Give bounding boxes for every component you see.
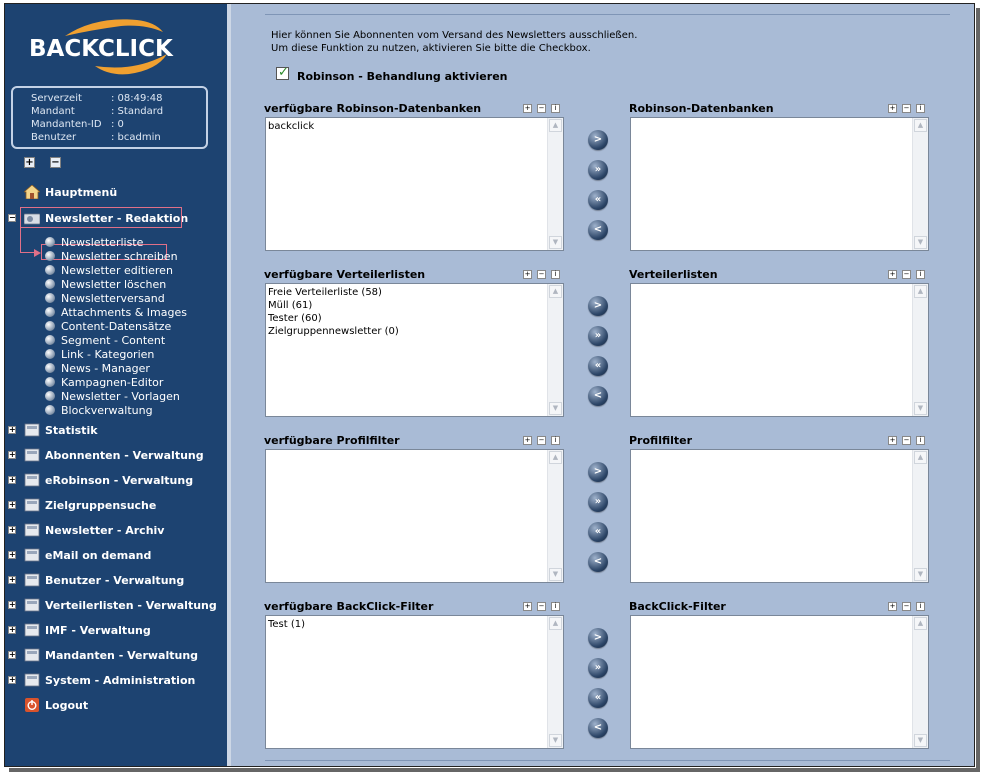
nav-label: Logout (45, 698, 89, 712)
info-label: Mandanten-ID (31, 119, 102, 130)
info-value: : Standard (111, 106, 164, 117)
listbox-robinson[interactable] (630, 117, 929, 251)
scrollbar[interactable] (547, 616, 563, 748)
add-all-button[interactable]: » (588, 658, 608, 678)
scrollbar[interactable] (547, 284, 563, 416)
folder-icon (24, 548, 40, 562)
folder-icon (24, 423, 40, 437)
sub-news-manager[interactable] (45, 361, 150, 375)
app-window (4, 3, 975, 767)
scrollbar[interactable] (547, 118, 563, 250)
nav-label: Newsletter - Archiv (45, 523, 165, 537)
scroll-up-icon[interactable]: ▲ (549, 119, 562, 132)
scroll-down-icon[interactable]: ▼ (914, 734, 927, 747)
info-value: : bcadmin (111, 132, 161, 143)
listbox-available-profilfilter[interactable] (265, 449, 564, 583)
intro-line: Hier können Sie Abonnenten vom Versand des Newsletters ausschließen. (271, 30, 638, 41)
section-controls (523, 602, 560, 611)
power-icon (24, 698, 40, 712)
robinson-checkbox-label: Robinson - Behandlung aktivieren (297, 70, 508, 83)
nav-zielgruppensuche[interactable] (5, 495, 227, 515)
minus-icon[interactable]: − (903, 602, 910, 610)
section-controls (888, 104, 925, 113)
robinson-checkbox[interactable] (276, 67, 289, 80)
folder-icon (24, 648, 40, 662)
scrollbar[interactable] (547, 450, 563, 582)
scroll-down-icon[interactable]: ▼ (549, 236, 562, 249)
sub-segment-content[interactable] (45, 333, 165, 347)
minus-icon[interactable]: − (903, 104, 910, 112)
nav-label: Statistik (45, 423, 98, 437)
info-value: : 0 (111, 119, 124, 130)
bullet-icon (45, 293, 55, 303)
info-label: Mandant (31, 106, 75, 117)
info-icon[interactable]: i (551, 104, 560, 113)
minus-icon[interactable]: − (903, 436, 910, 444)
scroll-down-icon[interactable]: ▼ (914, 568, 927, 581)
bullet-icon (45, 335, 55, 345)
expand-all-button[interactable]: + (25, 157, 34, 168)
add-all-button[interactable]: » (588, 160, 608, 180)
remove-button[interactable]: < (588, 718, 608, 738)
info-row-mandant (31, 105, 206, 118)
bullet-icon (45, 363, 55, 373)
nav-verteilerlisten-verwaltung[interactable] (5, 595, 227, 615)
session-info-box (11, 86, 208, 149)
nav-mandanten-verwaltung[interactable] (5, 645, 227, 665)
bullet-icon (45, 237, 55, 247)
scroll-up-icon[interactable]: ▲ (549, 285, 562, 298)
plus-icon[interactable]: + (524, 602, 531, 610)
listbox-available-verteilerlisten[interactable] (265, 283, 564, 417)
sub-label: Newsletter löschen (61, 277, 167, 291)
remove-button[interactable]: < (588, 386, 608, 406)
sub-label: Newsletter editieren (61, 263, 173, 277)
section-controls (888, 602, 925, 611)
sub-link-kategorien[interactable] (45, 347, 154, 361)
bullet-icon (45, 251, 55, 261)
section-controls (888, 270, 925, 279)
remove-button[interactable]: < (588, 552, 608, 572)
nav-hauptmenu[interactable] (5, 182, 227, 202)
bullet-icon (45, 349, 55, 359)
bullet-icon (45, 377, 55, 387)
section-title-available-backclick-filter: verfügbare BackClick-Filter (264, 600, 434, 613)
scroll-up-icon[interactable]: ▲ (914, 285, 927, 298)
folder-icon (24, 523, 40, 537)
intro-text (271, 29, 637, 55)
add-button[interactable]: > (588, 628, 608, 648)
scrollbar[interactable] (912, 616, 928, 748)
section-title-profilfilter: Profilfilter (629, 434, 693, 447)
list-item[interactable]: Test (1) (268, 619, 306, 630)
nav-system-administration[interactable] (5, 670, 227, 690)
info-label: Benutzer (31, 132, 77, 143)
sub-newsletterversand[interactable] (45, 291, 165, 305)
minus-icon[interactable]: − (538, 270, 545, 278)
folder-icon (24, 623, 40, 637)
nav-email-on-demand[interactable] (5, 545, 227, 565)
section-title-available-verteilerlisten: verfügbare Verteilerlisten (264, 268, 426, 281)
folder-icon (24, 498, 40, 512)
info-icon[interactable]: i (916, 270, 925, 279)
listbox-available-backclick-filter[interactable] (265, 615, 564, 749)
sub-blockverwaltung[interactable] (45, 403, 153, 417)
nav-label: IMF - Verwaltung (45, 623, 151, 637)
sub-label: Content-Datensätze (61, 319, 172, 333)
scroll-up-icon[interactable]: ▲ (914, 119, 927, 132)
nav-label: System - Administration (45, 673, 196, 687)
folder-icon (24, 448, 40, 462)
info-icon[interactable]: i (916, 602, 925, 611)
info-label: Serverzeit (31, 93, 82, 104)
collapse-toggle[interactable]: − (9, 213, 16, 222)
sub-label: Segment - Content (61, 333, 166, 347)
scroll-up-icon[interactable]: ▲ (914, 451, 927, 464)
nav-label: Hauptmenü (45, 185, 118, 199)
scroll-down-icon[interactable]: ▼ (914, 402, 927, 415)
scrollbar[interactable] (912, 450, 928, 582)
bullet-icon (45, 265, 55, 275)
expand-toggle[interactable]: + (9, 525, 16, 534)
section-title-available-robinson: verfügbare Robinson-Datenbanken (264, 102, 482, 115)
sub-label: Newsletter - Vorlagen (61, 389, 180, 403)
plus-icon[interactable]: + (524, 104, 531, 112)
nav-label: Benutzer - Verwaltung (45, 573, 185, 587)
info-icon[interactable]: i (916, 104, 925, 113)
remove-all-button[interactable]: « (588, 522, 608, 542)
plus-icon[interactable]: + (524, 436, 531, 444)
divider-line (265, 14, 950, 15)
listbox-verteilerlisten[interactable] (630, 283, 929, 417)
info-row-serverzeit (31, 92, 206, 105)
expand-toggle[interactable]: + (9, 550, 16, 559)
minus-icon[interactable]: − (538, 104, 545, 112)
sub-attachments-images[interactable] (45, 305, 187, 319)
nav-label: Abonnenten - Verwaltung (45, 448, 204, 462)
checkmark-icon: ✓ (278, 65, 289, 80)
plus-icon[interactable]: + (889, 104, 896, 112)
section-title-robinson: Robinson-Datenbanken (629, 102, 774, 115)
info-icon[interactable]: i (551, 270, 560, 279)
remove-all-button[interactable]: « (588, 356, 608, 376)
home-icon (24, 185, 40, 199)
nav-logout[interactable] (5, 695, 227, 715)
nav-erobinson-verwaltung[interactable] (5, 470, 227, 490)
minus-icon[interactable]: − (903, 270, 910, 278)
bullet-icon (45, 391, 55, 401)
scroll-down-icon[interactable]: ▼ (549, 402, 562, 415)
add-all-button[interactable]: » (588, 326, 608, 346)
list-item[interactable]: backclick (268, 121, 315, 132)
section-title-backclick-filter: BackClick-Filter (629, 600, 726, 613)
section-title-available-profilfilter: verfügbare Profilfilter (264, 434, 400, 447)
section-controls (523, 436, 560, 445)
remove-button[interactable]: < (588, 220, 608, 240)
expand-toggle[interactable]: + (9, 600, 16, 609)
section-controls (888, 436, 925, 445)
sub-label: Newsletterliste (61, 235, 144, 249)
expand-toggle[interactable]: + (9, 500, 16, 509)
nav-label: Verteilerlisten - Verwaltung (45, 598, 217, 612)
remove-all-button[interactable]: « (588, 688, 608, 708)
scroll-down-icon[interactable]: ▼ (549, 568, 562, 581)
sub-label: Kampagnen-Editor (61, 375, 164, 389)
remove-all-button[interactable]: « (588, 190, 608, 210)
list-item[interactable]: Zielgruppennewsletter (0) (268, 326, 399, 337)
nav-newsletter-archiv[interactable] (5, 520, 227, 540)
plus-icon[interactable]: + (889, 270, 896, 278)
scrollbar[interactable] (912, 118, 928, 250)
logo-text: BACKCLICK (29, 36, 173, 62)
nav-label: Mandanten - Verwaltung (45, 648, 199, 662)
sub-kampagnen-editor[interactable] (45, 375, 163, 389)
nav-label: eMail on demand (45, 548, 152, 562)
bullet-icon (45, 321, 55, 331)
add-button[interactable]: > (588, 130, 608, 150)
nav-statistik[interactable] (5, 420, 227, 440)
highlight-frame (20, 207, 182, 228)
listbox-profilfilter[interactable] (630, 449, 929, 583)
minus-icon[interactable]: − (538, 436, 545, 444)
add-button[interactable]: > (588, 296, 608, 316)
backclick-logo (25, 14, 185, 76)
scrollbar[interactable] (912, 284, 928, 416)
bullet-icon (45, 279, 55, 289)
minus-icon[interactable]: − (538, 602, 545, 610)
add-button[interactable]: > (588, 462, 608, 482)
expand-toggle[interactable]: + (9, 650, 16, 659)
sub-label: Link - Kategorien (61, 347, 155, 361)
intro-line: Um diese Funktion zu nutzen, aktivieren Sie bitte die Checkbox. (271, 43, 591, 54)
scroll-down-icon[interactable]: ▼ (914, 236, 927, 249)
info-icon[interactable]: i (551, 436, 560, 445)
nav-label: Zielgruppensuche (45, 498, 157, 512)
expand-toggle[interactable]: + (9, 425, 16, 434)
section-controls (523, 270, 560, 279)
plus-icon[interactable]: + (889, 602, 896, 610)
add-all-button[interactable]: » (588, 492, 608, 512)
sub-newsletter-editieren[interactable] (45, 263, 173, 277)
info-value: : 08:49:48 (111, 93, 163, 104)
connector-arrow-icon (34, 249, 41, 257)
plus-icon[interactable]: + (524, 270, 531, 278)
folder-icon (24, 573, 40, 587)
scroll-up-icon[interactable]: ▲ (914, 617, 927, 630)
info-row-mandanten-id (31, 118, 206, 131)
sidebar (5, 4, 227, 767)
bullet-icon (45, 307, 55, 317)
expand-toggle[interactable]: + (9, 450, 16, 459)
scroll-up-icon[interactable]: ▲ (549, 451, 562, 464)
sub-content-datensaetze[interactable] (45, 319, 171, 333)
sub-label: Newsletter schreiben (61, 249, 178, 263)
sub-label: Attachments & Images (61, 305, 187, 319)
divider-line (265, 760, 950, 761)
sub-newsletter-vorlagen[interactable] (45, 389, 180, 403)
expand-toggle[interactable]: + (9, 675, 16, 684)
section-controls (523, 104, 560, 113)
sub-label: News - Manager (61, 361, 150, 375)
nav-benutzer-verwaltung[interactable] (5, 570, 227, 590)
nav-label: eRobinson - Verwaltung (45, 473, 194, 487)
nav-imf-verwaltung[interactable] (5, 620, 227, 640)
sub-newsletter-loeschen[interactable] (45, 277, 166, 291)
sub-label: Newsletterversand (61, 291, 165, 305)
info-row-benutzer (31, 131, 206, 144)
bullet-icon (45, 405, 55, 415)
expand-toggle[interactable]: + (9, 575, 16, 584)
listbox-backclick-filter[interactable] (630, 615, 929, 749)
list-item[interactable]: Tester (60) (268, 313, 322, 324)
info-icon[interactable]: i (551, 602, 560, 611)
collapse-all-button[interactable]: − (51, 157, 60, 168)
nav-abonnenten-verwaltung[interactable] (5, 445, 227, 465)
sub-label: Blockverwaltung (61, 403, 153, 417)
info-icon[interactable]: i (916, 436, 925, 445)
folder-icon (24, 673, 40, 687)
listbox-available-robinson[interactable] (265, 117, 564, 251)
sub-newsletterliste[interactable] (45, 235, 143, 249)
plus-icon[interactable]: + (889, 436, 896, 444)
connector-line (20, 228, 21, 252)
folder-icon (24, 473, 40, 487)
sub-newsletter-schreiben[interactable] (45, 249, 178, 263)
folder-icon (24, 598, 40, 612)
scroll-up-icon[interactable]: ▲ (549, 617, 562, 630)
list-item[interactable]: Müll (61) (268, 300, 313, 311)
expand-toggle[interactable]: + (9, 625, 16, 634)
scroll-down-icon[interactable]: ▼ (549, 734, 562, 747)
main-content (231, 4, 975, 767)
nav-label: Newsletter - Redaktion (45, 211, 189, 225)
section-title-verteilerlisten: Verteilerlisten (629, 268, 718, 281)
expand-toggle[interactable]: + (9, 475, 16, 484)
list-item[interactable]: Freie Verteilerliste (58) (268, 287, 382, 298)
